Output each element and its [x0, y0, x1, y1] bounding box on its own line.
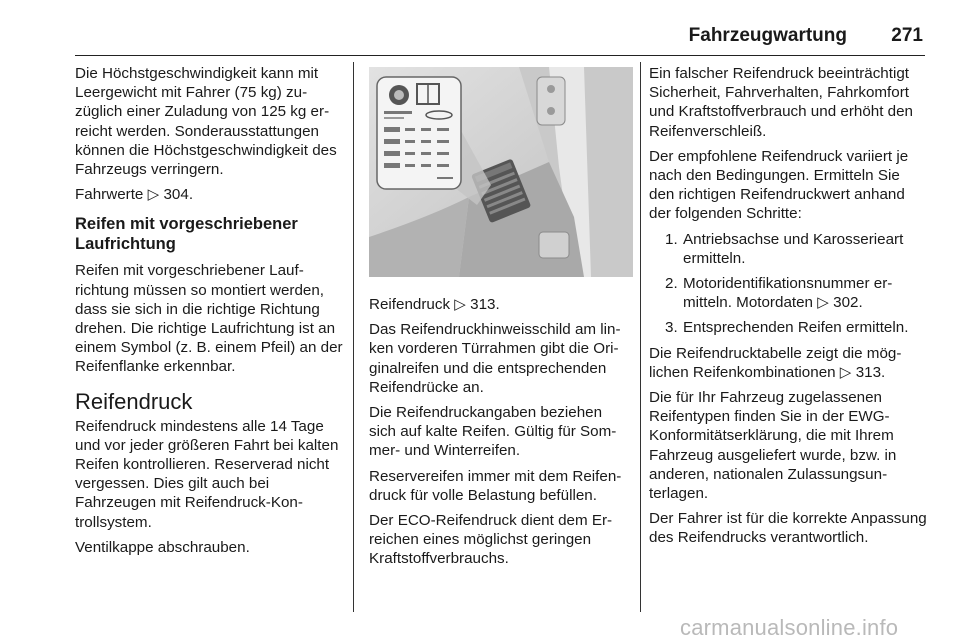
paragraph-valve-cap: Ventilkappe abschrauben. — [75, 538, 250, 556]
steps-list — [649, 230, 927, 338]
watermark-text: carmanualsonline.info — [680, 615, 899, 640]
paragraph-spare-tyre: Reservereifen immer mit dem Reifendruck für volle Belastung befüllen. — [369, 467, 622, 504]
column-divider-right — [640, 62, 641, 612]
column-divider-left — [353, 62, 354, 612]
paragraph-door-label: Das Reifendruckhinweisschild am linken vorderen Türrahmen gibt die Originalreifen und die entsprechenden Reifendrücke an. — [369, 321, 621, 396]
step-text: Antriebsachse und Karosserieart ermitteln. — [683, 230, 904, 267]
step-text: Entsprechenden Reifen ermitteln. — [683, 319, 909, 337]
column-right — [649, 64, 927, 554]
page-header — [75, 0, 925, 50]
step-text: Motoridentifikationsnummer ermitteln. Motordaten ▷ 302. — [683, 275, 893, 312]
tyre-pressure-label-figure — [369, 67, 633, 277]
paragraph-cold-tyres: Die Reifendruckangaben beziehen sich auf kalte Reifen. Gültig für Sommer- und Winterreifen. — [369, 404, 617, 460]
header-rule — [75, 55, 925, 56]
paragraph-directional-tyres: Reifen mit vorgeschriebener Laufrichtung müssen so montiert werden, dass sie sich in die richtige Richtung drehen. Die richtige Laufrichtung ist an einem Symbol (z. B. einem Pfeil) an der Reifenflanke erkennbar. — [75, 262, 343, 376]
paragraph-check-pressure: Reifendruck mindestens alle 14 Tage und vor jeder größeren Fahrt bei kalten Reifen kontrollieren. Reserverad nicht vergessen. Dies gilt auch bei Fahrzeugen mit Reifendruck-Kontrollsystem. — [75, 417, 339, 531]
column-middle — [369, 64, 633, 575]
step-number: 2. — [665, 275, 678, 293]
column-left — [75, 64, 345, 563]
paragraph-eco-pressure: Der ECO-Reifendruck dient dem Erreichen eines möglichst geringen Kraftstoffverbrauchs. — [369, 512, 613, 568]
step-number: 3. — [665, 319, 678, 337]
paragraph-driver-responsibility: Der Fahrer ist für die korrekte Anpassung des Reifendrucks verantwortlich. — [649, 510, 927, 547]
list-item — [649, 274, 927, 312]
door-frame-illustration — [369, 67, 633, 277]
paragraph-fahrwerte-ref: Fahrwerte ▷ 304. — [75, 186, 194, 204]
section-title-tyre-pressure: Reifendruck — [75, 388, 193, 414]
paragraph-max-speed: Die Höchstgeschwindigkeit kann mit Leergewicht mit Fahrer (75 kg) zuzüglich einer Zuladung von 125 kg erreicht werden. Sonderausstattungen können die Höchstgeschwindigkeit des Fahrzeugs verringern. — [75, 65, 337, 179]
list-item — [649, 230, 927, 268]
paragraph-recommended-pressure: Der empfohlene Reifendruck variiert je nach den Bedingungen. Ermitteln Sie den richtigen Reifendruckwert anhand der folgenden Schritte: — [649, 147, 909, 223]
paragraph-wrong-pressure: Ein falscher Reifendruck beeinträchtigt Sicherheit, Fahrverhalten, Fahrkomfort und Kraftstoffverbrauch und erhöht den Reifenverschleiß. — [649, 65, 913, 140]
heading-directional-tyres: Reifen mit vorgeschriebener Laufrichtung — [75, 215, 298, 254]
header-title: Fahrzeugwartung — [688, 25, 847, 46]
step-number: 1. — [665, 230, 678, 248]
paragraph-approved-tyres: Die für Ihr Fahrzeug zugelassenen Reifentypen finden Sie in der EWG-Konformitätserklärung, die mit Ihrem Fahrzeug ausgeliefert wurde, bzw. in anderen, nationalen Zulassungsunterlagen. — [649, 389, 897, 503]
paragraph-pressure-table: Die Reifendrucktabelle zeigt die möglichen Reifenkombinationen ▷ 313. — [649, 344, 902, 381]
page-number: 271 — [891, 25, 923, 46]
paragraph-pressure-ref: Reifendruck ▷ 313. — [369, 296, 500, 313]
list-item — [649, 318, 927, 337]
